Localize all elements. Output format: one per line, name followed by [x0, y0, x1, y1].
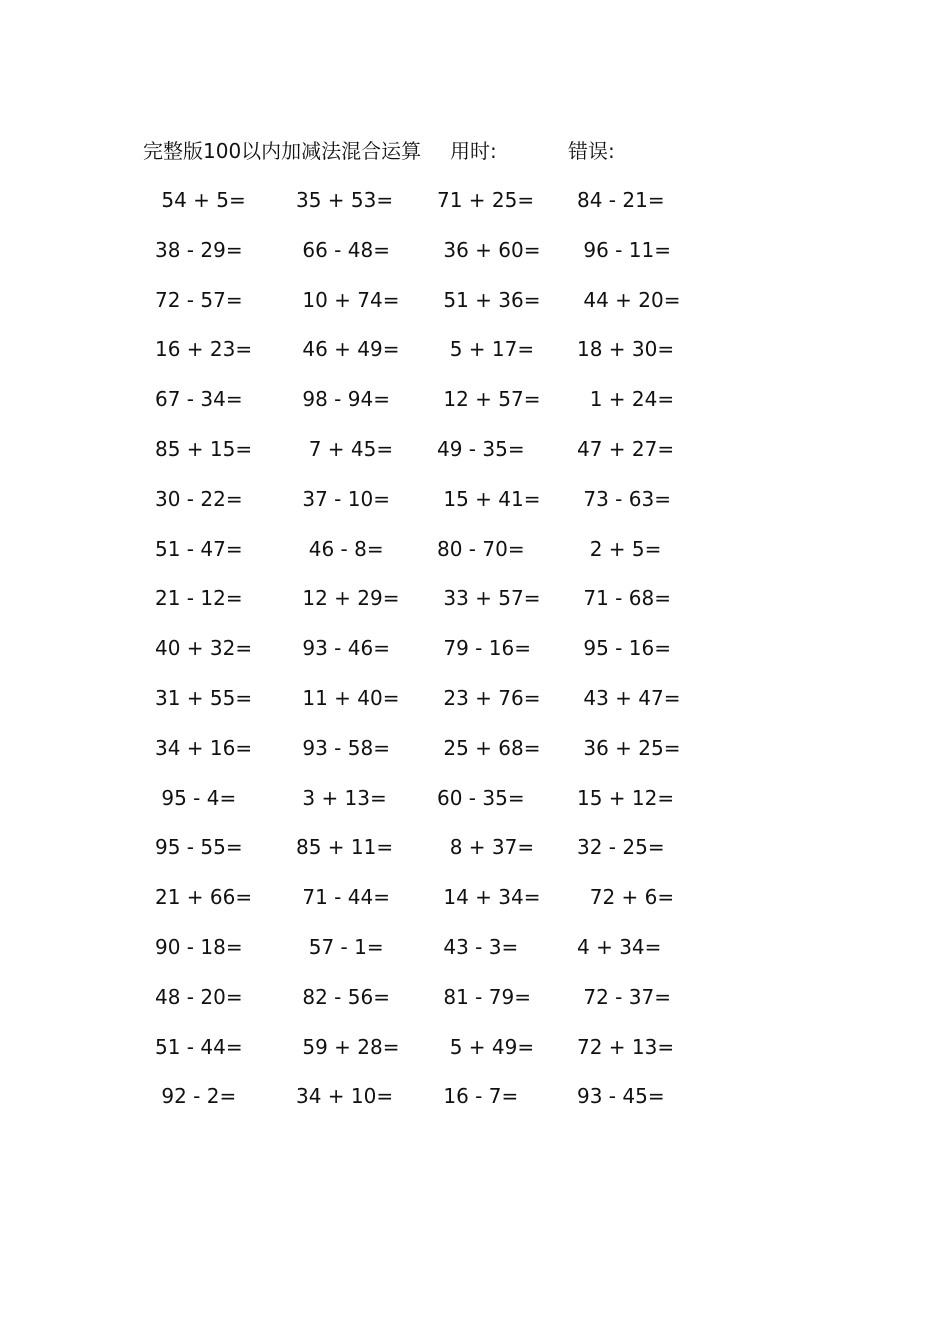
math-problem: 72 - 57=	[155, 287, 243, 312]
math-problem: 57 - 1=	[296, 934, 384, 959]
math-problem: 92 - 2=	[155, 1084, 237, 1109]
math-problem: 7 + 45=	[296, 436, 394, 461]
math-problem: 38 - 29=	[155, 237, 243, 262]
math-problem: 1 + 24=	[577, 387, 675, 412]
math-problem: 85 + 15=	[155, 436, 253, 461]
math-problem: 71 - 44=	[296, 885, 390, 910]
math-problem: 46 + 49=	[296, 337, 400, 362]
math-problem: 72 - 37=	[577, 984, 671, 1009]
math-problem: 5 + 49=	[437, 1034, 535, 1059]
math-problem: 8 + 37=	[437, 835, 535, 860]
math-problem: 35 + 53=	[296, 188, 394, 212]
math-problem: 85 + 11=	[296, 835, 394, 860]
math-problem: 71 + 25=	[437, 188, 535, 212]
math-problem: 49 - 35=	[437, 436, 525, 461]
problem-row	[0, 682, 950, 732]
math-problem: 67 - 34=	[155, 387, 243, 412]
math-problem: 4 + 34=	[577, 934, 662, 959]
math-problem: 73 - 63=	[577, 486, 671, 511]
problem-row	[0, 782, 950, 832]
problem-row	[0, 284, 950, 334]
math-problem: 30 - 22=	[155, 486, 243, 511]
math-problem: 10 + 74=	[296, 287, 400, 312]
math-problem: 93 - 45=	[577, 1084, 665, 1109]
math-problem: 5 + 17=	[437, 337, 535, 362]
math-problem: 37 - 10=	[296, 486, 390, 511]
math-problem: 48 - 20=	[155, 984, 243, 1009]
problem-row	[0, 184, 950, 234]
problem-row	[0, 582, 950, 632]
problem-row	[0, 732, 950, 782]
math-problem: 43 - 3=	[437, 934, 519, 959]
math-problem: 72 + 6=	[577, 885, 675, 910]
math-problem: 40 + 32=	[155, 636, 253, 661]
problem-row	[0, 931, 950, 981]
problem-row	[0, 881, 950, 931]
math-problem: 93 - 58=	[296, 735, 390, 760]
math-problem: 15 + 41=	[437, 486, 541, 511]
math-problem: 82 - 56=	[296, 984, 390, 1009]
math-problem: 12 + 57=	[437, 387, 541, 412]
math-problem: 21 + 66=	[155, 885, 253, 910]
math-problem: 18 + 30=	[577, 337, 675, 362]
worksheet-header	[0, 136, 950, 166]
math-problem: 32 - 25=	[577, 835, 665, 860]
worksheet-title: 完整版100以内加减法混合运算	[143, 139, 422, 163]
math-problem: 14 + 34=	[437, 885, 541, 910]
math-problem: 15 + 12=	[577, 785, 675, 810]
math-problem: 95 - 55=	[155, 835, 243, 860]
math-problem: 12 + 29=	[296, 586, 400, 611]
math-problem: 60 - 35=	[437, 785, 525, 810]
math-problem: 33 + 57=	[437, 586, 541, 611]
math-problem: 96 - 11=	[577, 237, 671, 262]
math-problem: 93 - 46=	[296, 636, 390, 661]
problem-row	[0, 483, 950, 533]
math-problem: 46 - 8=	[296, 536, 384, 561]
math-problem: 90 - 18=	[155, 934, 243, 959]
math-problem: 95 - 16=	[577, 636, 671, 661]
error-label: 错误:	[568, 139, 615, 163]
math-problem: 3 + 13=	[296, 785, 387, 810]
math-problem: 80 - 70=	[437, 536, 525, 561]
math-problem: 84 - 21=	[577, 188, 665, 212]
math-problem: 16 + 23=	[155, 337, 253, 362]
problem-row	[0, 383, 950, 433]
math-problem: 36 + 60=	[437, 237, 541, 262]
math-problem: 71 - 68=	[577, 586, 671, 611]
math-problem: 47 + 27=	[577, 436, 675, 461]
math-problem: 34 + 10=	[296, 1084, 394, 1109]
problem-row	[0, 533, 950, 583]
math-problem: 11 + 40=	[296, 685, 400, 710]
math-problem: 51 - 44=	[155, 1034, 243, 1059]
math-problem: 44 + 20=	[577, 287, 681, 312]
math-problem: 34 + 16=	[155, 735, 253, 760]
problem-row	[0, 831, 950, 881]
math-problem: 54 + 5=	[155, 188, 246, 212]
math-problem: 51 - 47=	[155, 536, 243, 561]
math-problem: 25 + 68=	[437, 735, 541, 760]
math-problem: 16 - 7=	[437, 1084, 519, 1109]
math-problem: 51 + 36=	[437, 287, 541, 312]
problem-row	[0, 333, 950, 383]
math-problem: 31 + 55=	[155, 685, 253, 710]
problem-row	[0, 433, 950, 483]
math-problem: 72 + 13=	[577, 1034, 675, 1059]
math-problem: 2 + 5=	[577, 536, 662, 561]
math-problem: 36 + 25=	[577, 735, 681, 760]
problem-row	[0, 981, 950, 1031]
math-problem: 79 - 16=	[437, 636, 531, 661]
math-problem: 43 + 47=	[577, 685, 681, 710]
problem-grid	[0, 184, 950, 1130]
problem-row	[0, 632, 950, 682]
math-problem: 23 + 76=	[437, 685, 541, 710]
problem-row	[0, 1031, 950, 1081]
time-label: 用时:	[450, 139, 497, 163]
problem-row	[0, 1080, 950, 1130]
math-problem: 21 - 12=	[155, 586, 243, 611]
problem-row	[0, 234, 950, 284]
math-problem: 95 - 4=	[155, 785, 237, 810]
math-problem: 59 + 28=	[296, 1034, 400, 1059]
math-problem: 66 - 48=	[296, 237, 390, 262]
math-problem: 98 - 94=	[296, 387, 390, 412]
math-problem: 81 - 79=	[437, 984, 531, 1009]
